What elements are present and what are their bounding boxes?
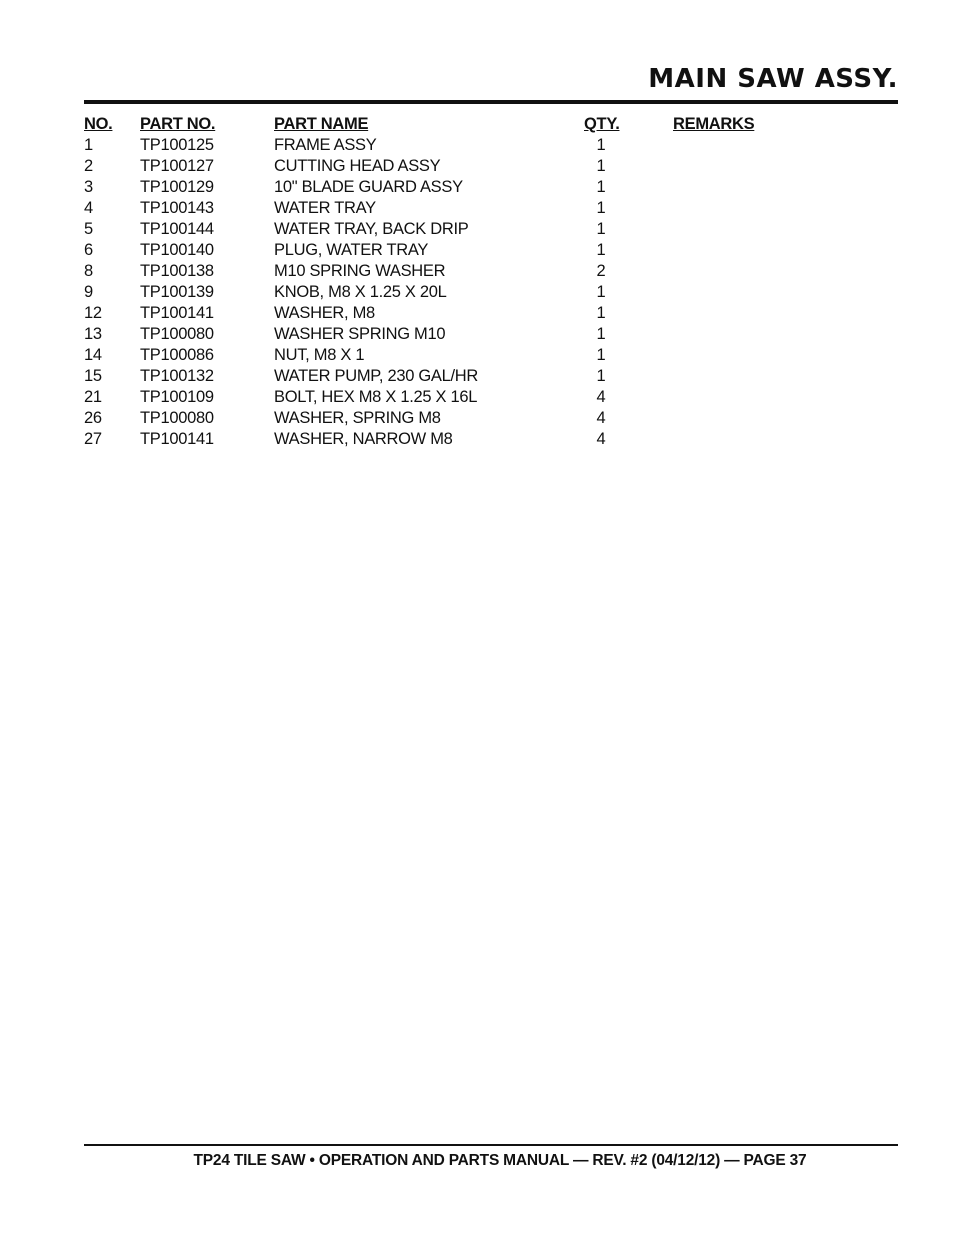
part-number-index: 15 — [84, 367, 102, 385]
part-number-index: 26 — [84, 409, 102, 427]
table-row — [84, 135, 784, 156]
part-number-index: 4 — [84, 199, 93, 217]
page-title: MAIN SAW ASSY. — [648, 64, 898, 94]
table-row — [84, 156, 784, 177]
quantity: 1 — [596, 241, 606, 259]
part-number: TP100125 — [140, 136, 214, 154]
table-row — [84, 198, 784, 219]
part-number-index: 1 — [84, 136, 93, 154]
part-number: TP100141 — [140, 430, 214, 448]
part-number-index: 12 — [84, 304, 102, 322]
part-number-index: 21 — [84, 388, 102, 406]
header-remarks: REMARKS — [673, 115, 755, 133]
quantity: 1 — [596, 220, 606, 238]
part-number: TP100132 — [140, 367, 214, 385]
part-name: WASHER, NARROW M8 — [274, 430, 453, 448]
quantity: 1 — [596, 367, 606, 385]
part-name: WASHER, M8 — [274, 304, 375, 322]
table-row — [84, 345, 784, 366]
table-row — [84, 366, 784, 387]
quantity: 1 — [596, 325, 606, 343]
part-number: TP100127 — [140, 157, 214, 175]
quantity: 1 — [596, 136, 606, 154]
table-row — [84, 282, 784, 303]
part-name: CUTTING HEAD ASSY — [274, 157, 441, 175]
part-number-index: 14 — [84, 346, 102, 364]
part-number: TP100141 — [140, 304, 214, 322]
part-number: TP100139 — [140, 283, 214, 301]
header-qty: QTY. — [584, 115, 620, 133]
part-name: PLUG, WATER TRAY — [274, 241, 429, 259]
table-header-row — [84, 114, 784, 135]
quantity: 4 — [596, 430, 606, 448]
page-footer: TP24 TILE SAW • OPERATION AND PARTS MANUAL — REV. #2 (04/12/12) — PAGE 37 — [193, 1152, 807, 1169]
parts-table — [84, 114, 784, 450]
part-number-index: 27 — [84, 430, 102, 448]
part-name: WASHER, SPRING M8 — [274, 409, 441, 427]
table-row — [84, 261, 784, 282]
part-number: TP100144 — [140, 220, 214, 238]
quantity: 1 — [596, 199, 606, 217]
header-part-no: PART NO. — [140, 115, 216, 133]
quantity: 1 — [596, 283, 606, 301]
part-number-index: 9 — [84, 283, 93, 301]
table-row — [84, 408, 784, 429]
quantity: 4 — [596, 388, 606, 406]
part-name: KNOB, M8 X 1.25 X 20L — [274, 283, 447, 301]
quantity: 2 — [596, 262, 606, 280]
part-name: WATER TRAY, BACK DRIP — [274, 220, 469, 238]
part-name: NUT, M8 X 1 — [274, 346, 365, 364]
quantity: 1 — [596, 346, 606, 364]
table-row — [84, 429, 784, 450]
part-number-index: 13 — [84, 325, 102, 343]
table-row — [84, 303, 784, 324]
header-no: NO. — [84, 115, 113, 133]
footer-rule — [84, 1144, 898, 1146]
part-name: BOLT, HEX M8 X 1.25 X 16L — [274, 388, 478, 406]
part-name: FRAME ASSY — [274, 136, 377, 154]
part-number-index: 5 — [84, 220, 93, 238]
part-number: TP100140 — [140, 241, 214, 259]
part-name: WATER TRAY — [274, 199, 376, 217]
quantity: 1 — [596, 178, 606, 196]
quantity: 1 — [596, 157, 606, 175]
part-number-index: 6 — [84, 241, 93, 259]
part-name: 10" BLADE GUARD ASSY — [274, 178, 463, 196]
part-number: TP100086 — [140, 346, 214, 364]
part-number: TP100109 — [140, 388, 214, 406]
part-name: WATER PUMP, 230 GAL/HR — [274, 367, 478, 385]
part-number: TP100138 — [140, 262, 214, 280]
table-body — [84, 135, 784, 450]
part-number-index: 3 — [84, 178, 93, 196]
title-rule — [84, 100, 898, 104]
table-row — [84, 387, 784, 408]
table-row — [84, 324, 784, 345]
table-row — [84, 240, 784, 261]
part-number: TP100129 — [140, 178, 214, 196]
header-part-name: PART NAME — [274, 115, 369, 133]
part-number: TP100080 — [140, 325, 214, 343]
part-name: M10 SPRING WASHER — [274, 262, 446, 280]
quantity: 4 — [596, 409, 606, 427]
table-row — [84, 177, 784, 198]
quantity: 1 — [596, 304, 606, 322]
part-name: WASHER SPRING M10 — [274, 325, 446, 343]
part-number-index: 2 — [84, 157, 93, 175]
part-number: TP100080 — [140, 409, 214, 427]
part-number: TP100143 — [140, 199, 214, 217]
table-row — [84, 219, 784, 240]
part-number-index: 8 — [84, 262, 93, 280]
